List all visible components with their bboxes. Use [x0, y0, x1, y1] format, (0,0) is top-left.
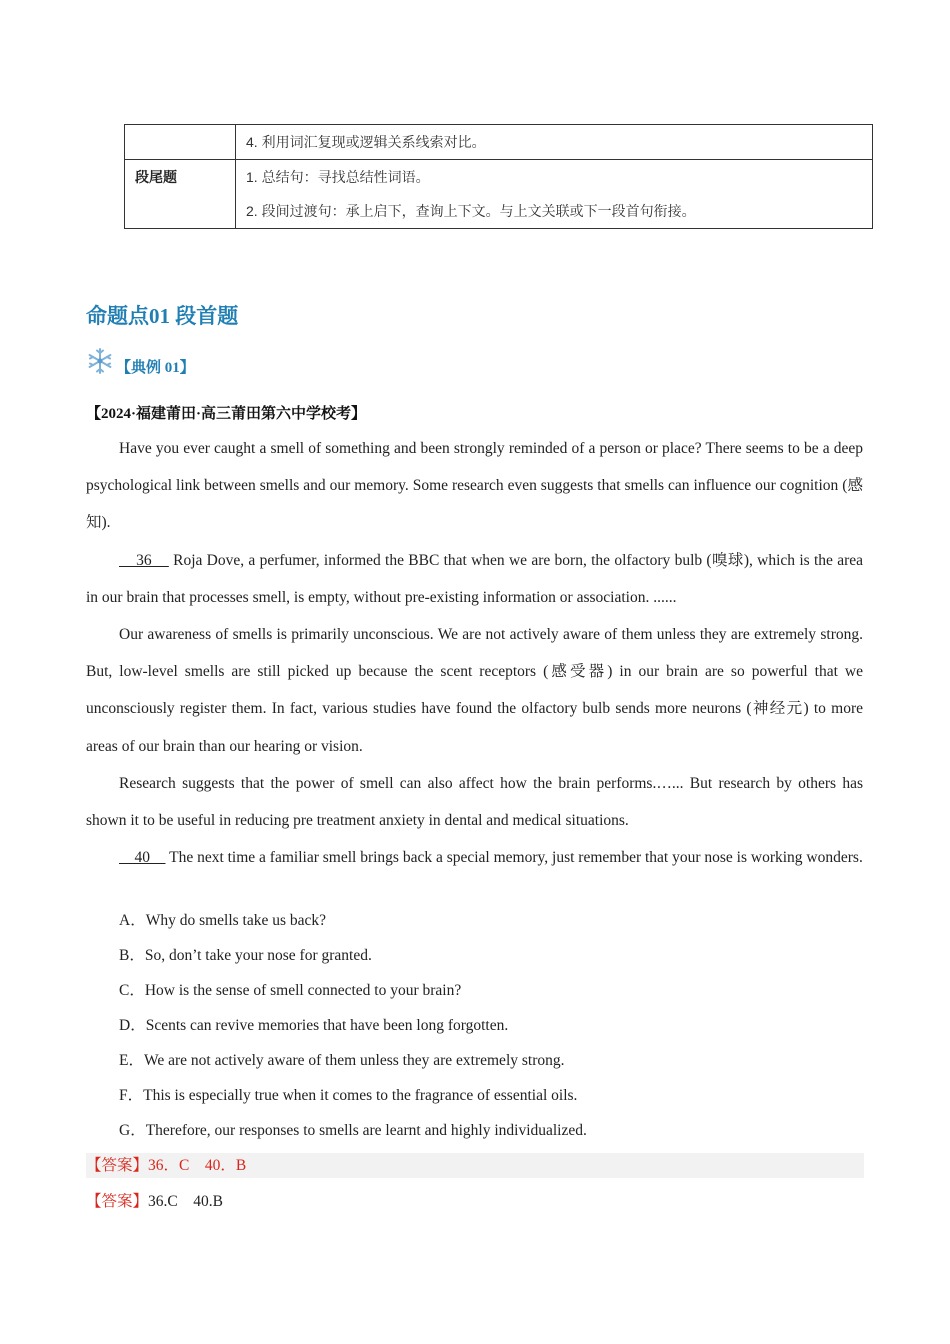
paragraph-text: The next time a familiar smell brings back a special memory, just remember that your nose is working wonders.: [165, 849, 863, 867]
answer-shaded: [86, 1153, 864, 1178]
table-cell-label: 段尾题: [125, 160, 236, 229]
table-cell-content: [236, 125, 873, 160]
passage: [86, 430, 863, 876]
table-cell-label: [125, 125, 236, 160]
table-cell-content: [236, 160, 873, 229]
strategy-table: [124, 124, 873, 229]
option-b: B．So, don’t take your nose for granted.: [119, 947, 372, 964]
example-heading: [86, 348, 195, 380]
paragraph-text: Roja Dove, a perfumer, informed the BBC that when we are born, the olfactory bulb (嗅球), which is the area in our brain that processes smell, is empty, without pre-existing information or association. ......: [86, 551, 863, 606]
answer-value: 36.C 40.B: [148, 1193, 223, 1210]
table-row: [125, 125, 873, 160]
answer-plain: [86, 1189, 223, 1214]
example-label: 【典例 01】: [116, 360, 195, 376]
table-line: 2. 段间过渡句：承上启下，查询上下文。与上文关联或下一段首句衔接。: [246, 203, 696, 219]
passage-paragraph: [86, 542, 863, 616]
table-line: 1. 总结句：寻找总结性词语。: [246, 169, 430, 185]
answer-value: 36．C 40．B: [148, 1157, 247, 1174]
section-title: 命题点01 段首题: [86, 304, 239, 328]
snowflake-icon: [86, 347, 114, 380]
option-list: [119, 903, 587, 1148]
passage-paragraph: Our awareness of smells is primarily unconscious. We are not actively aware of them unless they are extremely strong. But, low-level smells are still picked up because the scent receptors (感受器) in our brain are so powerful that we unconsciously register them. In fact, various studies have found the olfactory bulb sends more neurons (神经元) to more areas of our brain than our hearing or vision.: [86, 626, 863, 755]
option-a: A．Why do smells take us back?: [119, 912, 327, 929]
answer-label: 【答案】: [86, 1157, 149, 1174]
blank-40: 40: [119, 849, 166, 867]
blank-36: 36: [119, 551, 169, 569]
answer-label: 【答案】: [86, 1193, 149, 1210]
passage-paragraph: Have you ever caught a smell of something and been strongly reminded of a person or place? There seems to be a deep psychological link between smells and our memory. Some research even suggests that smells can influence our cognition (感知).: [86, 440, 863, 532]
passage-paragraph: [86, 839, 863, 876]
option-c: C．How is the sense of smell connected to your brain?: [119, 982, 462, 999]
option-e: E．We are not actively aware of them unless they are extremely strong.: [119, 1052, 565, 1069]
option-g: G．Therefore, our responses to smells are learnt and highly individualized.: [119, 1122, 587, 1139]
table-line: 4. 利用词汇复现或逻辑关系线索对比。: [246, 134, 486, 150]
passage-paragraph: Research suggests that the power of smell can also affect how the brain performs.…... But research by others has shown it to be useful in reducing pre treatment anxiety in dental and medical situations.: [86, 774, 863, 830]
option-d: D．Scents can revive memories that have been long forgotten.: [119, 1017, 509, 1034]
option-f: F．This is especially true when it comes to the fragrance of essential oils.: [119, 1087, 578, 1104]
question-source: 【2024·福建莆田·高三莆田第六中学校考】: [86, 406, 367, 422]
table-row: [125, 160, 873, 229]
